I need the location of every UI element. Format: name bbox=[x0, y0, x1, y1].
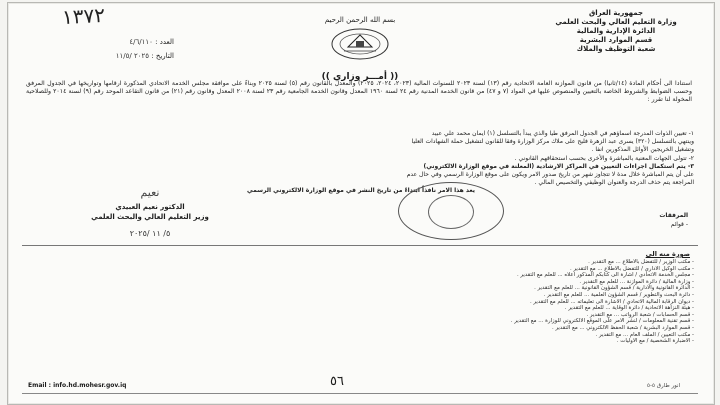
clause-line: يعد هذا الامر نافذاً ابتداءً من تاريخ النشر في موقع الوزارة الالكتروني الرسمي bbox=[247, 187, 475, 195]
copy-item: - وزارة المالية / دائرة الموازنة ... للعلم مع التقدير . bbox=[579, 278, 694, 285]
copy-item: - دائرة البحث والتطوير / قسم الشؤون العلمية ... للعلم مع التقدير . bbox=[543, 291, 694, 298]
signature-scrawl: نعيم bbox=[140, 186, 160, 199]
signatory-name: الدكتور نعيم العبيدي bbox=[115, 203, 185, 211]
clause-line: المراجعة يتم حذف الدرجة والعنوان الوظيفي والتخصيص المالي . bbox=[534, 179, 694, 187]
copy-item: - مكتب الوكيل الاداري / للتفضل بالاطلاع ... مع التقدير . bbox=[569, 265, 694, 272]
page-title: (( أمـــر وزاري )) bbox=[321, 72, 399, 82]
copy-item: - قسم الحسابات / شعبة الرواتب ... مع التقدير . bbox=[586, 311, 694, 318]
copy-item: - مكتب التعيين / الملف العام ... مع التقدير . bbox=[595, 331, 694, 338]
enclosures-item: - قوائم bbox=[670, 221, 688, 228]
copy-item: - هيئة النزاهة الاتحادية / دائرة الوقاية ... للعلم مع التقدير . bbox=[564, 305, 694, 312]
document-date bbox=[86, 52, 174, 60]
clause-line: ٣- يتم استكمال اجراءات التعيين في المراكز الارشادية (المعلنة في موقع الوزارة الالكتروني) bbox=[423, 162, 694, 170]
number-value: ٤/٦/١١٠ bbox=[129, 38, 153, 46]
date-label: التاريخ : bbox=[151, 52, 174, 60]
bismillah: بسم الله الرحمن الرحيم bbox=[324, 16, 396, 24]
handwritten-number: ١٣٧٢ bbox=[61, 2, 106, 30]
copy-item: - الدائرة القانونية والادارية / قسم الشؤون القانونية ... للعلم مع التقدير . bbox=[534, 285, 694, 292]
ministry-line: الدائرة الإدارية والمالية bbox=[576, 27, 656, 35]
intro-paragraph: استنادا الى أحكام المادة (١٤/ثانيا) من قانون الموازنة العامة الاتحادية رقم (١٣) لسنة ٢٠٢٣ للسنوات المالية (٢٠٢٣، ٢٠٢٤، ٢٠٢٥) والمعدل بالقانون رقم (٥) لسنة ٢٠٢٥ وبناءً على موافقة مجلس الخدمة الاتحادي المذكورة ارقامها وتواريخها في الجدول المرفق وحسب الضوابط والشروط الخاصة بالتعيين والمنصوص عليها في المواد (٧ و ٤٧) من قانون الخدمة المدنية رقم ٢٤ لسنة ١٩٦٠ المعدل وقانون الخدمة الجامعية رقم ٢٣ لسنة ٢٠٠٨ المعدل وقانون رقم (٢١) من قانون التقاعد الموحد رقم (٩) لسنة ٢٠١٤ وللصلاحية المخولة لنا تقرر : bbox=[26, 80, 693, 104]
copies-title: صورة منه الى bbox=[645, 250, 690, 258]
ministry-line: شعبة التوظيف والملاك bbox=[576, 45, 656, 53]
footer-divider bbox=[22, 393, 698, 394]
copy-item: - قسم الموارد البشرية / شعبة الحفظ الالكتروني ... مع التقدير . bbox=[552, 324, 694, 331]
enclosures-label: المرفقات bbox=[659, 212, 688, 219]
number-label: العدد : bbox=[155, 38, 174, 46]
ministry-line: قسم الموارد البشرية bbox=[579, 36, 653, 44]
divider bbox=[22, 245, 698, 246]
page-number: ٥٦ bbox=[330, 374, 344, 389]
signatory-role: وزير التعليم العالي والبحث العلمي bbox=[91, 213, 209, 221]
clause-line: ٢- تتولى الجهات المعنية بالمباشرة والأخرى بحسب استحقاقهم القانوني . bbox=[514, 154, 694, 162]
copy-item: - قسم تقنية المعلومات / لنشر الامر على الموقع الالكتروني للوزارة ... مع التقدير . bbox=[510, 318, 694, 325]
reference-number bbox=[86, 38, 174, 46]
stamp-emblem-icon bbox=[428, 195, 474, 229]
copy-item: - ديوان الرقابة المالية الاتحادي / الاشارة الى تعليماته ... للعلم مع التقدير . bbox=[529, 298, 694, 305]
signature-date: ٥/ ١١ /٢٠٢٥ bbox=[129, 229, 171, 238]
clause-line: على أن يتم المباشرة خلال مدة لا تتجاوز شهر من تاريخ صدور الامر ويكون على موقع الوزارة الرسمي وفي حال عدم bbox=[406, 171, 694, 179]
ministry-logo-icon bbox=[330, 27, 390, 61]
footer-email: Email : info.hd.mohesr.gov.iq bbox=[28, 382, 127, 389]
copy-item: - مجلس الخدمة الاتحادي / اشارة الى كتابكم المذكور اعلاه ... للعلم مع التقدير . bbox=[516, 272, 694, 279]
date-value: ٢٠٢٥ /١١/٥ bbox=[115, 52, 149, 60]
clause-line: وينتهي بالتسلسل (٣٢٠) يسرى عبد الزهرة فليح على ملاك مركز الوزارة وفقا للقانون لتشغيل حملة الشهادات العليا bbox=[411, 138, 694, 146]
ministry-line: وزارة التعليم العالي والبحث العلمي bbox=[555, 18, 677, 26]
clause-line: ١- تعيين الذوات المدرجة اسماؤهم في الجدول المرفق طيا والذي يبدأ بالتسلسل (١) ايمان محمد علي عبيد bbox=[431, 130, 694, 137]
clause-line: وتشغيل الخريجين الأوائل المذكورين انفا . bbox=[591, 146, 694, 154]
ministry-line: جمهورية العراق bbox=[588, 9, 644, 17]
footer-code: انور طارق ٥-٥ bbox=[647, 383, 680, 389]
copy-item: - الاضبارة الشخصية / مع الاوليات . bbox=[616, 338, 694, 345]
copy-item: - مكتب الوزير / للتفضل بالاطلاع ... مع التقدير . bbox=[588, 259, 694, 265]
ministry-header bbox=[526, 9, 706, 54]
copies-list bbox=[26, 259, 694, 345]
